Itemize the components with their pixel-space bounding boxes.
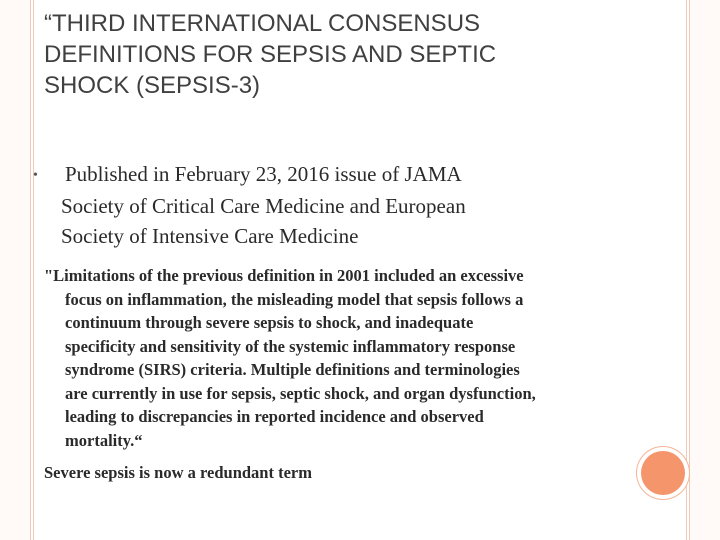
quote-line-4: specificity and sensitivity of the systemic inflammatory response (65, 336, 516, 356)
slide-title (44, 8, 604, 101)
right-rule-line (686, 0, 687, 540)
title-line-2: DEFINITIONS FOR SEPSIS AND SEPTIC (44, 41, 497, 68)
title-line-1: “THIRD INTERNATIONAL CONSENSUS (44, 10, 481, 37)
decorative-circle (641, 451, 685, 495)
bullet-line-2: Society of Critical Care Medicine and European (61, 194, 466, 218)
quote-line-1: "Limitations of the previous definition in 2001 included an excessive (44, 266, 524, 285)
closing-statement: Severe sepsis is now a redundant term (44, 463, 312, 482)
quote-line-6: are currently in use for sepsis, septic shock, and organ dysfunction, (65, 383, 536, 403)
quote-line-3: continuum through severe sepsis to shock, and inadequate (65, 313, 474, 332)
bullet-marker: • (33, 168, 38, 183)
left-rule-line (33, 0, 34, 540)
quote-line-2: focus on inflammation, the misleading model that sepsis follows a (65, 289, 524, 309)
bullet-line-1: Published in February 23, 2016 issue of JAMA (65, 162, 462, 186)
bullet-item (30, 160, 590, 251)
left-border (0, 0, 31, 540)
quote-paragraph (44, 264, 644, 452)
bullet-line-3: Society of Intensive Care Medicine (61, 223, 359, 248)
right-border (689, 0, 720, 540)
quote-line-7: leading to discrepancies in reported incidence and observed (65, 407, 484, 426)
title-line-3: SHOCK (SEPSIS-3) (44, 72, 261, 99)
quote-line-5: syndrome (SIRS) criteria. Multiple definitions and terminologies (65, 360, 520, 379)
quote-line-8: mortality.“ (65, 430, 143, 450)
